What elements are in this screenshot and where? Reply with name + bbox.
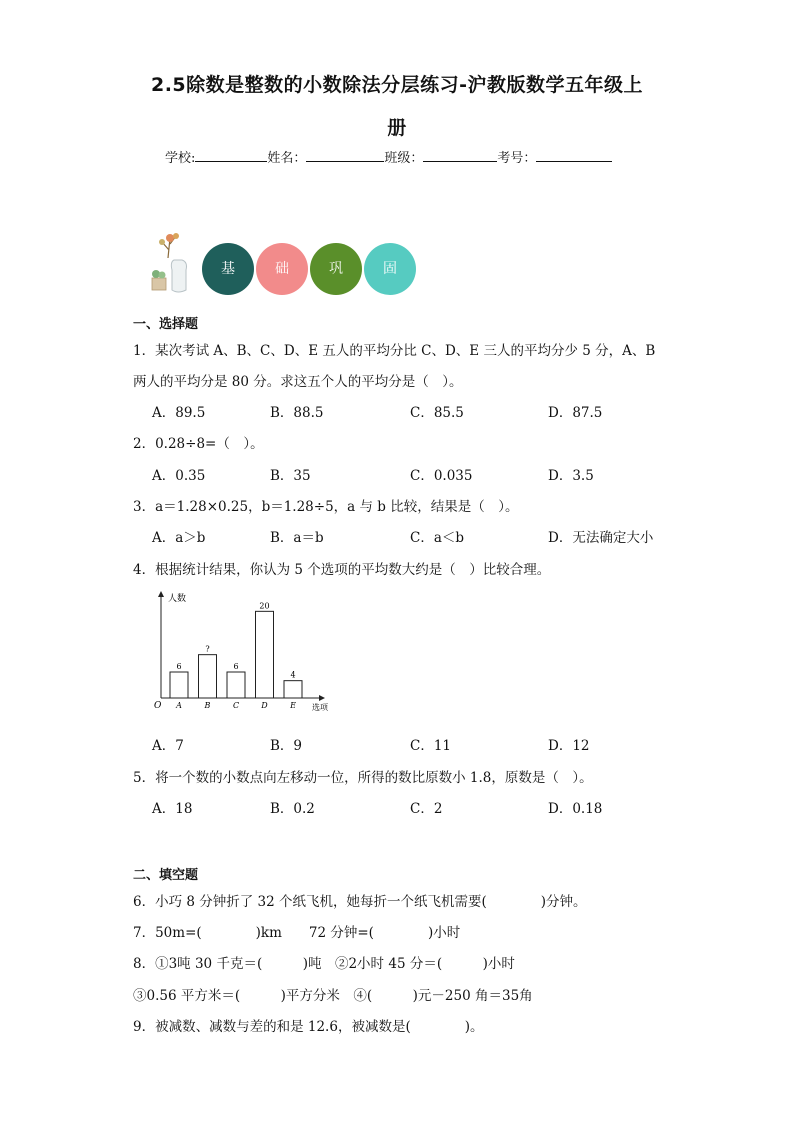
badge-chu: 础 xyxy=(256,243,308,295)
q3-option-b[interactable]: B．a＝b xyxy=(270,530,324,546)
bar-value-label-D: 20 xyxy=(259,601,270,611)
bar-B xyxy=(199,655,217,698)
q2-option-d[interactable]: D．3.5 xyxy=(548,468,594,484)
bar-value-label-A: 6 xyxy=(176,662,182,671)
bar-E xyxy=(284,681,302,698)
bar-D xyxy=(256,611,274,698)
exam-number-field[interactable] xyxy=(536,149,612,162)
bar-A xyxy=(170,672,188,698)
q3-option-a[interactable]: A．a＞b xyxy=(152,530,206,546)
bar-value-label-E: 4 xyxy=(290,670,296,680)
bar-value-label-C: 6 xyxy=(233,662,239,671)
q4-option-b[interactable]: B．9 xyxy=(270,738,303,754)
class-field[interactable] xyxy=(423,149,497,162)
q4-option-c[interactable]: C．11 xyxy=(410,738,452,754)
question-7: 7．50m=( )km 72 分钟=( )小时 xyxy=(133,925,461,941)
q4-option-d[interactable]: D．12 xyxy=(548,738,590,754)
school-field[interactable] xyxy=(195,149,267,162)
q3-option-c[interactable]: C．a＜b xyxy=(410,530,465,546)
q5-option-a[interactable]: A．18 xyxy=(152,801,193,817)
section-heading-fill-in: 二、填空题 xyxy=(133,868,199,883)
bar-value-label-B: ? xyxy=(205,644,210,654)
question-6: 6．小巧 8 分钟折了 32 个纸飞机，她每折一个纸飞机需要( )分钟。 xyxy=(133,894,587,910)
page-title-line2: 册 xyxy=(387,117,407,139)
x-tick-label-C: C xyxy=(232,701,240,710)
page-title-line1: 2.5除数是整数的小数除法分层练习-沪教版数学五年级上 xyxy=(150,74,644,96)
bar-chart xyxy=(150,586,340,716)
q5-option-c[interactable]: C．2 xyxy=(410,801,443,817)
x-tick-label-A: A xyxy=(176,701,182,710)
q1-option-a[interactable]: A．89.5 xyxy=(152,405,206,421)
question-1-line1: 1．某次考试 A、B、C、D、E 五人的平均分比 C、D、E 三人的平均分少 5 分，A、B xyxy=(133,343,656,359)
q2-option-a[interactable]: A．0.35 xyxy=(152,468,206,484)
origin-label: O xyxy=(154,701,162,711)
question-2: 2．0.28÷8=（ ）。 xyxy=(133,436,264,452)
name-field[interactable] xyxy=(306,149,384,162)
question-9: 9．被减数、减数与差的和是 12.6，被减数是( )。 xyxy=(133,1019,484,1035)
question-3: 3．a＝1.28×0.25，b＝1.28÷5，a 与 b 比较，结果是（ ）。 xyxy=(133,499,519,515)
exam-number-label: 考号： xyxy=(497,151,537,166)
badge-gu: 固 xyxy=(364,243,416,295)
name-label: 姓名： xyxy=(267,151,307,166)
q4-option-a[interactable]: A．7 xyxy=(152,738,184,754)
q2-option-c[interactable]: C．0.035 xyxy=(410,468,473,484)
q3-option-d[interactable]: D．无法确定大小 xyxy=(548,530,654,546)
bar-C xyxy=(227,672,245,698)
q5-option-d[interactable]: D．0.18 xyxy=(548,801,603,817)
x-axis-label: 选项 xyxy=(312,703,328,712)
y-axis-label: 人数 xyxy=(168,594,187,604)
student-info-line xyxy=(165,147,612,166)
q5-option-b[interactable]: B．0.2 xyxy=(270,801,315,817)
x-tick-label-D: D xyxy=(261,701,268,710)
plant-vase-icon xyxy=(148,230,194,296)
q1-option-b[interactable]: B．88.5 xyxy=(270,405,324,421)
q2-option-b[interactable]: B．35 xyxy=(270,468,311,484)
x-tick-label-B: B xyxy=(204,701,211,710)
q1-option-c[interactable]: C．85.5 xyxy=(410,405,464,421)
question-8-line2: ③0.56 平方米＝( )平方分米 ④( )元－250 角＝35角 xyxy=(133,988,533,1004)
x-tick-label-E: E xyxy=(290,701,296,710)
badge-ji: 基 xyxy=(202,243,254,295)
q1-option-d[interactable]: D．87.5 xyxy=(548,405,603,421)
question-5: 5．将一个数的小数点向左移动一位，所得的数比原数小 1.8，原数是（ ）。 xyxy=(133,770,593,786)
question-8-line1: 8．①3吨 30 千克＝( )吨 ②2小时 45 分＝( )小时 xyxy=(133,956,515,972)
question-4: 4．根据统计结果，你认为 5 个选项的平均数大约是（ ）比较合理。 xyxy=(133,562,551,578)
school-label: 学校: xyxy=(165,151,196,166)
badge-gong: 巩 xyxy=(310,243,362,295)
class-label: 班级： xyxy=(384,151,424,166)
question-1-line2: 两人的平均分是 80 分。求这五个人的平均分是（ ）。 xyxy=(133,374,463,390)
section-heading-choice: 一、选择题 xyxy=(133,317,199,332)
